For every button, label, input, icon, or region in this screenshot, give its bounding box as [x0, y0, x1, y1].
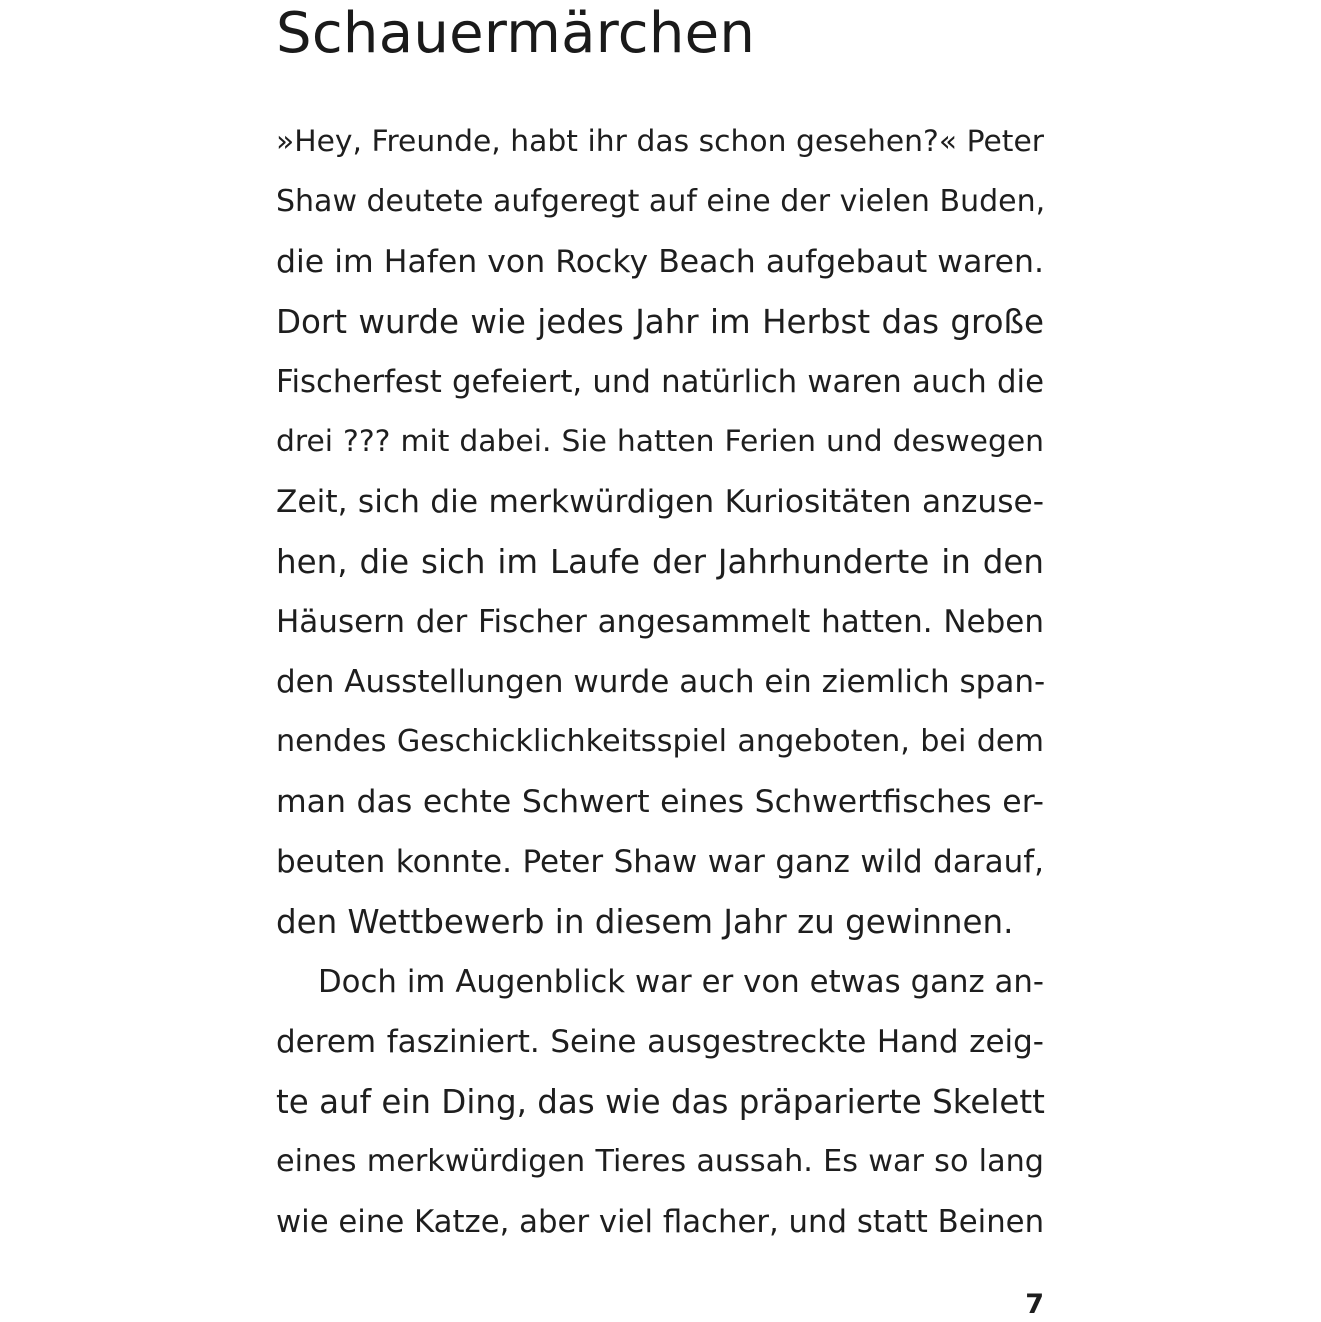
text-line: beuten konnte. Peter Shaw war ganz wild darauf, — [276, 844, 1044, 880]
text-line: Häusern der Fischer angesammelt hatten. Neben — [276, 604, 1044, 640]
text-line: derem fasziniert. Seine ausgestreckte Hand zeig- — [276, 1024, 1044, 1060]
text-line: »Hey, Freunde, habt ihr das schon gesehen?« Peter — [276, 124, 1044, 159]
text-line: den Ausstellungen wurde auch ein ziemlich span- — [276, 664, 1046, 700]
chapter-title: Schauermärchen — [276, 1, 756, 66]
text-line: nendes Geschicklichkeitsspiel angeboten, bei dem — [276, 724, 1044, 759]
text-line: man das echte Schwert eines Schwertfisches er- — [276, 784, 1044, 820]
text-line: te auf ein Ding, das wie das präparierte Skelett — [276, 1083, 1045, 1121]
page-number: 7 — [1025, 1289, 1044, 1320]
text-line: wie eine Katze, aber viel flacher, und statt Beinen — [276, 1204, 1045, 1240]
text-line: eines merkwürdigen Tieres aussah. Es war so lang — [276, 1144, 1044, 1179]
text-line: Fischerfest gefeiert, und natürlich waren auch die — [276, 364, 1044, 400]
text-line: die im Hafen von Rocky Beach aufgebaut waren. — [276, 244, 1044, 280]
text-line: Zeit, sich die merkwürdigen Kuriositäten anzuse- — [276, 484, 1044, 520]
text-line: Dort wurde wie jedes Jahr im Herbst das große — [276, 303, 1044, 341]
paragraph-last-line: den Wettbewerb in diesem Jahr zu gewinnen. — [276, 903, 1014, 941]
text-line: Shaw deutete aufgeregt auf eine der vielen Buden, — [276, 184, 1046, 219]
text-line: drei ??? mit dabei. Sie hatten Ferien und deswegen — [276, 424, 1044, 459]
text-line: hen, die sich im Laufe der Jahrhunderte in den — [276, 543, 1044, 581]
paragraph-first-line: Doch im Augenblick war er von etwas ganz an- — [318, 964, 1044, 1000]
